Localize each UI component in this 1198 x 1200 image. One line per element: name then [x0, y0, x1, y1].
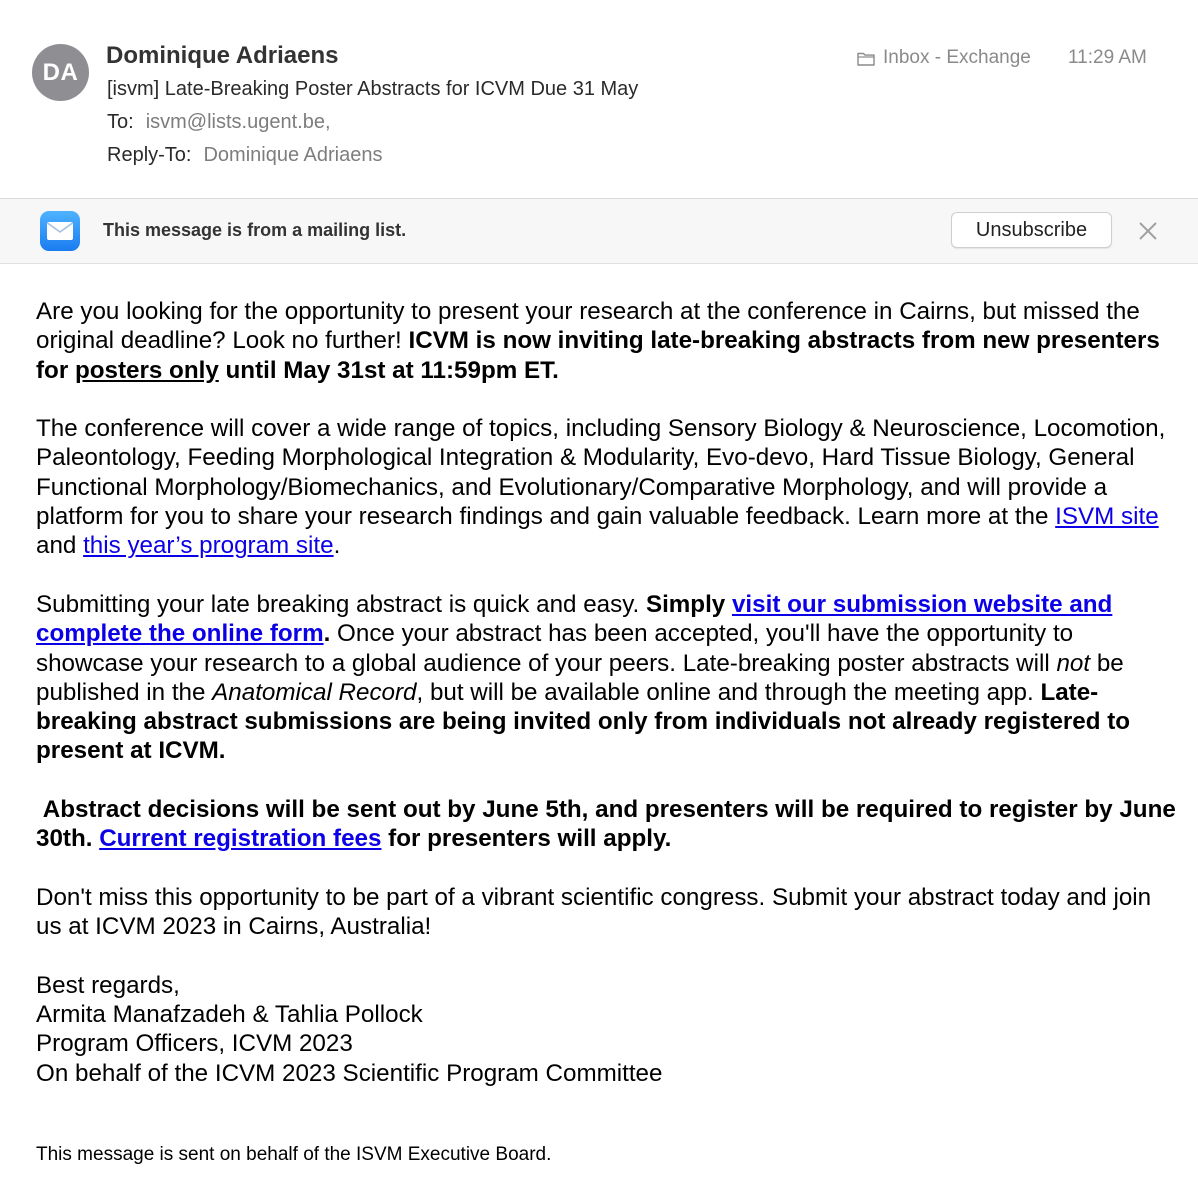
submitting-text: Submitting your late breaking abstract is quick and easy. — [36, 590, 646, 618]
reply-to-label: Reply-To: — [107, 144, 192, 166]
reply-to-row — [107, 144, 382, 167]
published-text: be published in the — [36, 649, 1124, 706]
paragraph-topics — [36, 414, 1176, 560]
intro-text: Are you looking for the opportunity to present your research at the conference in Cairns, but missed the original deadline? Look no further! — [36, 298, 1140, 355]
isvm-site-link[interactable]: ISVM site — [1055, 503, 1159, 531]
to-row — [107, 111, 331, 134]
deadline-text: until May 31st at 11:59pm ET. — [218, 356, 559, 384]
to-recipient[interactable]: isvm@lists.ugent.be, — [145, 111, 331, 133]
intro-bold-text: ICVM is now inviting late-breaking abstracts from new presenters for — [36, 327, 1160, 384]
signature-line: Best regards, — [36, 971, 180, 999]
program-site-link[interactable]: this year’s program site — [83, 532, 334, 560]
subject-line: [isvm] Late-Breaking Poster Abstracts for ICVM Due 31 May — [107, 78, 639, 100]
message-header — [0, 0, 1198, 198]
reply-to-address[interactable]: Dominique Adriaens — [203, 144, 383, 166]
mailing-list-notice: This message is from a mailing list. — [103, 220, 407, 240]
topics-and-text: and — [36, 532, 84, 560]
signature-line: Armita Manafzadeh & Tahlia Pollock — [36, 1001, 423, 1029]
journal-name: Anatomical Record — [212, 678, 417, 706]
paragraph-decisions — [36, 795, 1183, 854]
close-icon[interactable] — [1136, 219, 1160, 243]
signature-line: Program Officers, ICVM 2023 — [36, 1030, 353, 1058]
paragraph-closing: Don't miss this opportunity to be part of a vibrant scientific congress. Submit your abstract today and join us at ICVM 2023 in Cairns, Australia! — [36, 883, 1152, 941]
unsubscribe-button[interactable]: Unsubscribe — [951, 212, 1112, 248]
mailbox-name: Inbox - Exchange — [883, 47, 1031, 68]
registration-fees-link[interactable]: Current registration fees — [99, 825, 382, 853]
mail-app-icon — [40, 211, 80, 251]
received-time: 11:29 AM — [1068, 47, 1147, 68]
submission-website-link[interactable]: visit our submission website and complete the online form — [36, 590, 1113, 648]
message-body — [36, 297, 1183, 1088]
sender-name[interactable]: Dominique Adriaens — [106, 42, 339, 69]
simply-text: Simply — [645, 590, 732, 618]
envelope-icon — [46, 221, 74, 241]
decisions-text: Abstract decisions will be sent out by June 5th, and presenters will be required to register by June 30th. — [36, 796, 1183, 853]
to-label: To: — [107, 111, 134, 133]
banner-divider — [0, 263, 1198, 264]
sender-avatar[interactable]: DA — [32, 44, 89, 101]
topics-text: The conference will cover a wide range of topics, including Sensory Biology & Neuroscience, Locomotion, Paleontology, Feeding Morphological Integration & Modularity, Evo-devo, Hard Tissue Biology, General Functional Morphology/Biomechanics, and Evolutionary/Comparative Morphology, and will provide a platform for you to share your research findings and gain valuable feedback. Learn more at the — [36, 415, 1166, 531]
topics-end-text: . — [333, 532, 341, 560]
folder-icon — [857, 51, 875, 66]
paragraph-submitting — [36, 590, 1176, 766]
footer-note: This message is sent on behalf of the ISVM Executive Board. — [36, 1144, 552, 1165]
signature-line: On behalf of the ICVM 2023 Scientific Program Committee — [36, 1059, 663, 1087]
showcase-text: Once your abstract has been accepted, you'll have the opportunity to showcase your research to a global audience of your peers. Late-breaking poster abstracts will — [36, 620, 1074, 677]
submission-dot: . — [323, 620, 331, 648]
paragraph-intro — [36, 297, 1176, 385]
fees-apply-text: for presenters will apply. — [381, 825, 672, 853]
signature-block — [36, 971, 1176, 1088]
eligibility-text: Late-breaking abstract submissions are being invited only from individuals not already registered to present at ICVM. — [36, 678, 1131, 765]
mailbox-location[interactable] — [857, 47, 1031, 69]
mailing-list-banner — [0, 199, 1198, 263]
posters-only-text: posters only — [74, 356, 219, 384]
not-text: not — [1056, 649, 1091, 677]
available-text: , but will be available online and through the meeting app. — [416, 678, 1041, 706]
